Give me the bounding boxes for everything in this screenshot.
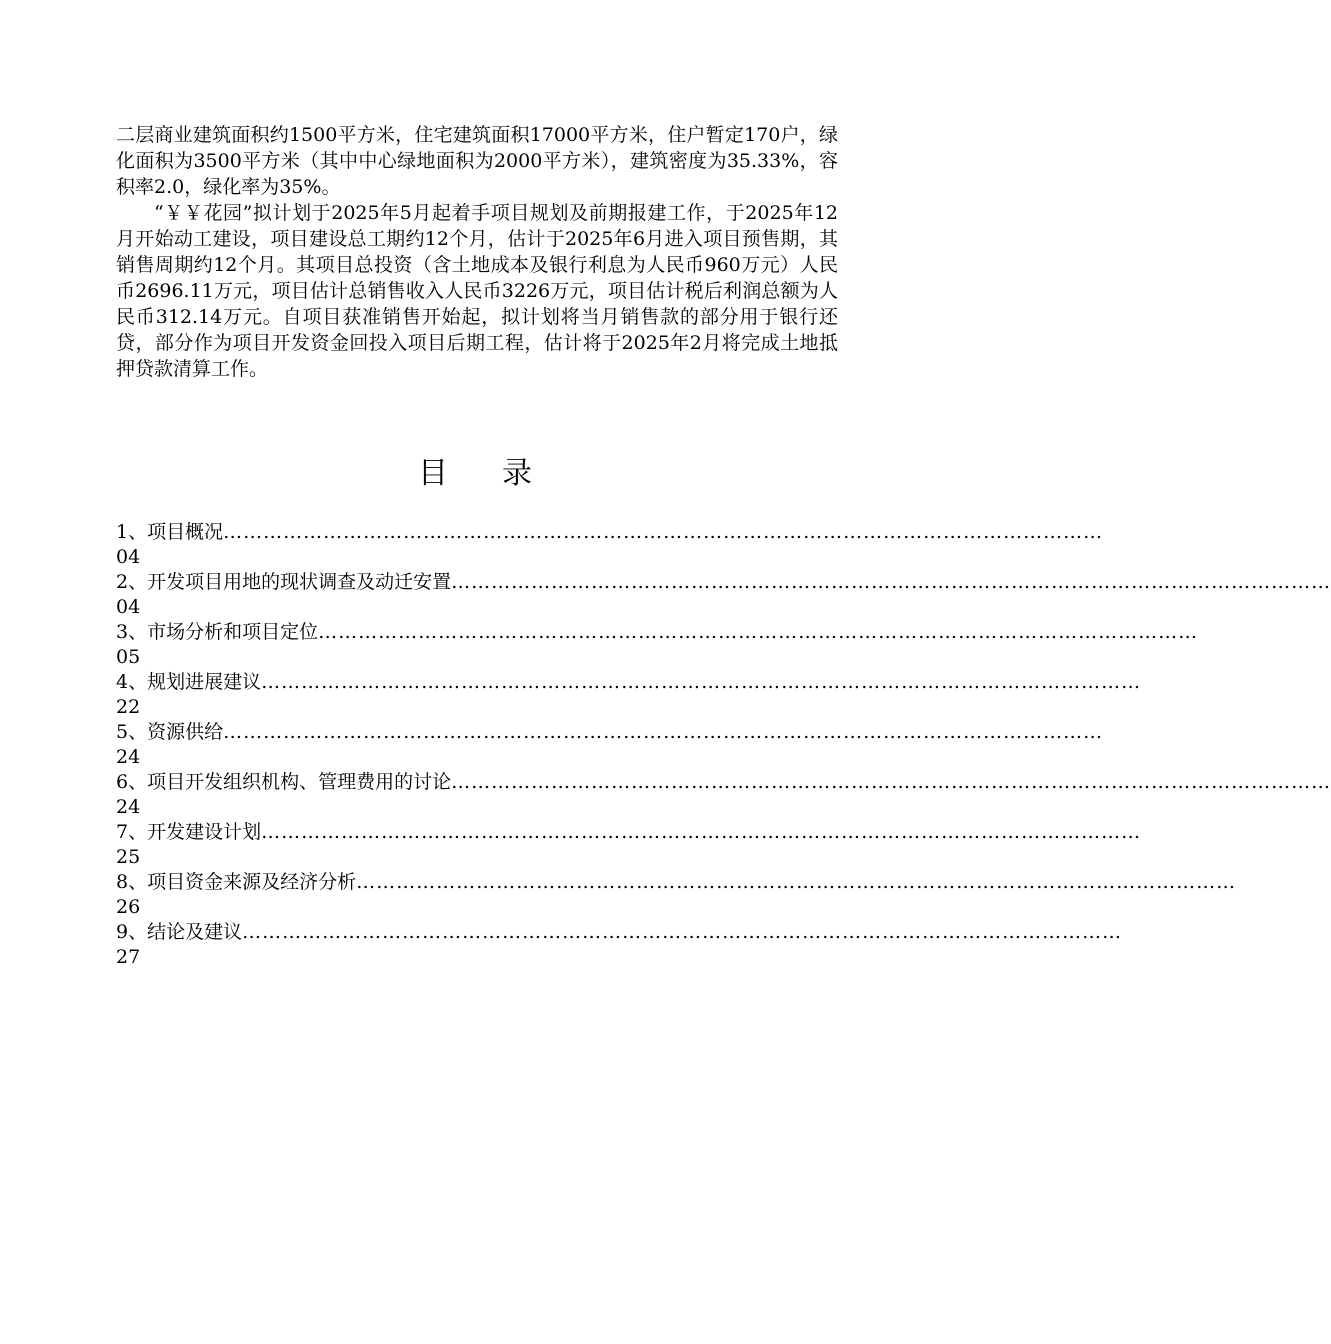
toc-page-number: 04 <box>116 546 141 568</box>
toc-entry[interactable] <box>116 670 1142 720</box>
toc-page-number: 25 <box>116 846 141 868</box>
toc-entry[interactable] <box>116 770 1331 820</box>
toc-page-number: 26 <box>116 896 141 918</box>
toc-entry[interactable] <box>116 820 1142 870</box>
toc-page-number: 22 <box>116 696 141 718</box>
toc-page-number: 27 <box>116 946 141 968</box>
toc-page-number: 24 <box>116 796 141 818</box>
toc-entry[interactable] <box>116 620 1199 670</box>
toc-entry[interactable] <box>116 920 1123 970</box>
toc-entry-label: 6、项目开发组织机构、管理费用的讨论 <box>116 771 452 793</box>
table-of-contents <box>116 520 1331 970</box>
toc-entry-label: 7、开发建设计划 <box>116 821 262 843</box>
toc-leader: …………………………………………………………………………………………………………………… <box>318 621 1199 643</box>
toc-entry-label: 3、市场分析和项目定位 <box>116 621 319 643</box>
toc-entry-label: 8、项目资金来源及经济分析 <box>116 871 357 893</box>
toc-leader: …………………………………………………………………………………………………………………… <box>223 721 1104 743</box>
toc-leader: …………………………………………………………………………………………………………………… <box>223 521 1104 543</box>
toc-page-number: 04 <box>116 596 141 618</box>
body-paragraph: 二层商业建筑面积约1500平方米，住宅建筑面积17000平方米，住户暂定170户，绿化面积为3500平方米（其中中心绿地面积为2000平方米），建筑密度为35.33%，容积率2.0，绿化率为35%。 <box>116 124 838 198</box>
toc-entry[interactable] <box>116 720 1104 770</box>
toc-page-number: 05 <box>116 646 141 668</box>
toc-leader: …………………………………………………………………………………………………………………… <box>356 871 1237 893</box>
toc-entry-label: 4、规划进展建议 <box>116 671 262 693</box>
toc-leader: …………………………………………………………………………………………………………………… <box>451 571 1331 593</box>
toc-entry-label: 1、项目概况 <box>116 521 224 543</box>
toc-leader: …………………………………………………………………………………………………………………… <box>261 671 1142 693</box>
toc-entry[interactable] <box>116 870 1237 920</box>
toc-leader: …………………………………………………………………………………………………………………… <box>242 921 1123 943</box>
toc-leader: …………………………………………………………………………………………………………………… <box>261 821 1142 843</box>
toc-entry[interactable] <box>116 570 1331 620</box>
toc-entry-label: 2、开发项目用地的现状调查及动迁安置 <box>116 571 452 593</box>
toc-entry-label: 5、资源供给 <box>116 721 224 743</box>
body-paragraph: “￥￥花园”拟计划于2025年5月起着手项目规划及前期报建工作，于2025年12月开始动工建设，项目建设总工期约12个月，估计于2025年6月进入项目预售期，其销售周期约12个月。其项目总投资（含土地成本及银行利息为人民币960万元）人民币2696.11万元，项目估计总销售收入人民币3226万元，项目估计税后利润总额为人民币312.14万元。自项目获准销售开始起，拟计划将当月销售款的部分用于银行还贷，部分作为项目开发资金回投入项目后期工程，估计将于2025年2月将完成土地抵押贷款清算工作。 <box>116 202 838 380</box>
toc-entry[interactable] <box>116 520 1104 570</box>
toc-leader: …………………………………………………………………………………………………………………… <box>451 771 1331 793</box>
toc-page-number: 24 <box>116 746 141 768</box>
toc-title: 目录 <box>418 456 586 491</box>
toc-entry-label: 9、结论及建议 <box>116 921 243 943</box>
